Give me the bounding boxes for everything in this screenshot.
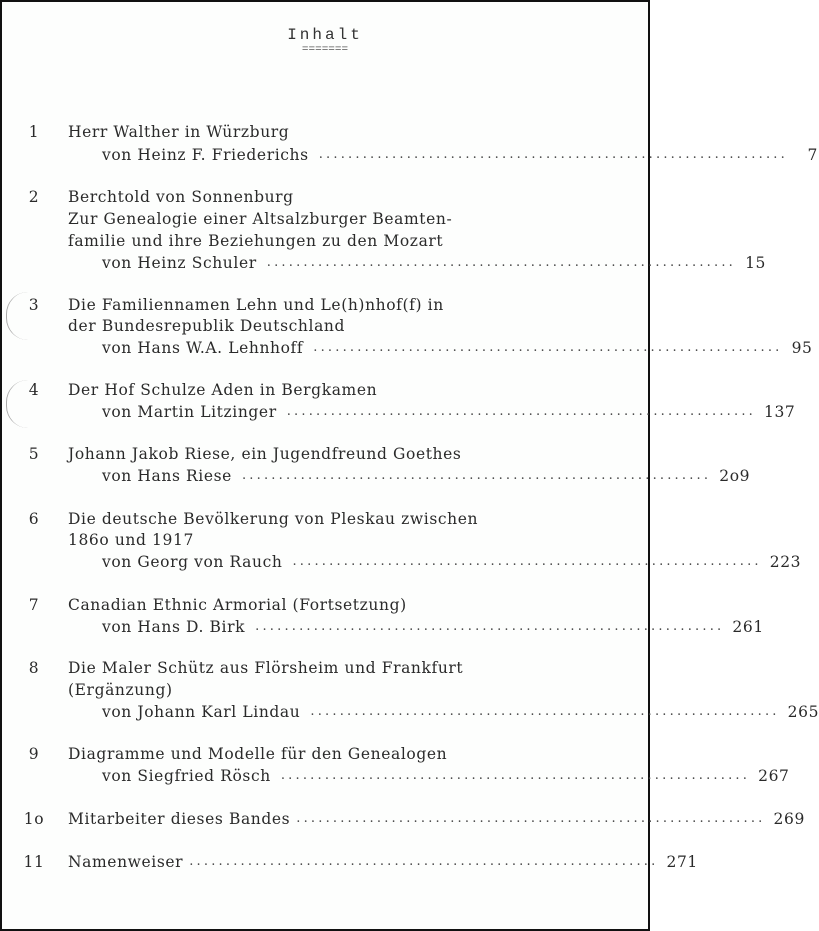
author-row [102,252,767,274]
entry-author: von Heinz Schuler [102,254,257,272]
entry-title: Berchtold von Sonnenburg [68,188,294,206]
entry-row [68,808,805,830]
entry-number: 7 [28,596,40,614]
entry-author: von Johann Karl Lindau [102,703,301,721]
entry-number: 8 [28,659,40,677]
entry-row [68,851,698,873]
entry-author: von Hans D. Birk [102,618,246,636]
entry-number: 1 [28,123,40,141]
entry-page: 271 [666,853,698,871]
entry-author: von Georg von Rauch [102,553,283,571]
entry-title: der Bundesrepublik Deutschland [68,317,346,335]
entry-title: familie und ihre Beziehungen zu den Mozart [68,232,444,250]
entry-number: 11 [23,853,45,871]
page-title: Inhalt [287,26,363,44]
entry-title: Herr Walther in Würzburg [68,123,290,141]
entry-page: 7 [807,146,818,164]
entry-title: Namenweiser [68,853,184,871]
entry-page: 95 [791,339,813,357]
dot-leader: ................................................................ [189,854,659,869]
dot-leader: ................................................................ [313,340,783,355]
author-row [102,616,764,638]
dot-leader: ................................................................ [266,255,737,270]
entry-number: 2 [28,188,40,206]
entry-number: 4 [28,381,40,399]
entry-author: von Hans Riese [102,467,232,485]
entry-title: Zur Genealogie einer Altsalzburger Beamten- [68,210,453,228]
entry-number: 3 [28,296,40,314]
author-row [102,144,818,166]
title-underline: ======= [301,44,349,56]
entry-title: Diagramme und Modelle für den Genealogen [68,745,448,763]
entry-title: Canadian Ethnic Armorial (Fortsetzung) [68,596,407,614]
author-row [102,701,819,723]
entry-title: Die deutsche Bevölkerung von Pleskau zwischen [68,510,479,528]
author-row [102,765,790,787]
entry-page: 265 [787,703,819,721]
entry-author: von Siegfried Rösch [102,767,271,785]
entry-title: Die Familiennamen Lehn und Le(h)nhof(f) in [68,296,444,314]
entry-page: 261 [732,618,764,636]
entry-page: 15 [745,254,767,272]
entry-number: 5 [28,445,40,463]
entry-title: Die Maler Schütz aus Flörsheim und Frankfurt [68,659,464,677]
entry-number: 1o [23,810,45,828]
dot-leader: ................................................................ [318,147,788,162]
author-row [102,465,751,487]
entry-author: von Martin Litzinger [102,403,277,421]
dot-leader: ................................................................ [286,404,756,419]
author-row [102,551,802,573]
entry-title: Der Hof Schulze Aden in Bergkamen [68,381,378,399]
dot-leader: ................................................................ [241,468,712,483]
entry-title: 186o und 1917 [68,531,194,549]
entry-page: 137 [764,403,796,421]
entry-author: von Hans W.A. Lehnhoff [102,339,304,357]
entry-page: 223 [769,553,802,571]
entry-number: 9 [28,745,40,763]
dot-leader: ................................................................ [310,704,780,719]
dot-leader: ................................................................ [296,811,766,826]
entry-page: 269 [773,810,805,828]
entry-title: Mitarbeiter dieses Bandes [68,810,291,828]
dot-leader: ................................................................ [292,554,762,569]
entry-author: von Heinz F. Friederichs [102,146,309,164]
entry-title: (Ergänzung) [68,681,173,699]
entry-page: 267 [758,767,790,785]
author-row [102,401,796,423]
entry-number: 6 [28,510,40,528]
entry-title: Johann Jakob Riese, ein Jugendfreund Goethes [68,445,462,463]
entry-page: 2o9 [719,467,751,485]
author-row [102,337,813,359]
dot-leader: ................................................................ [255,619,725,634]
dot-leader: ................................................................ [280,768,751,783]
